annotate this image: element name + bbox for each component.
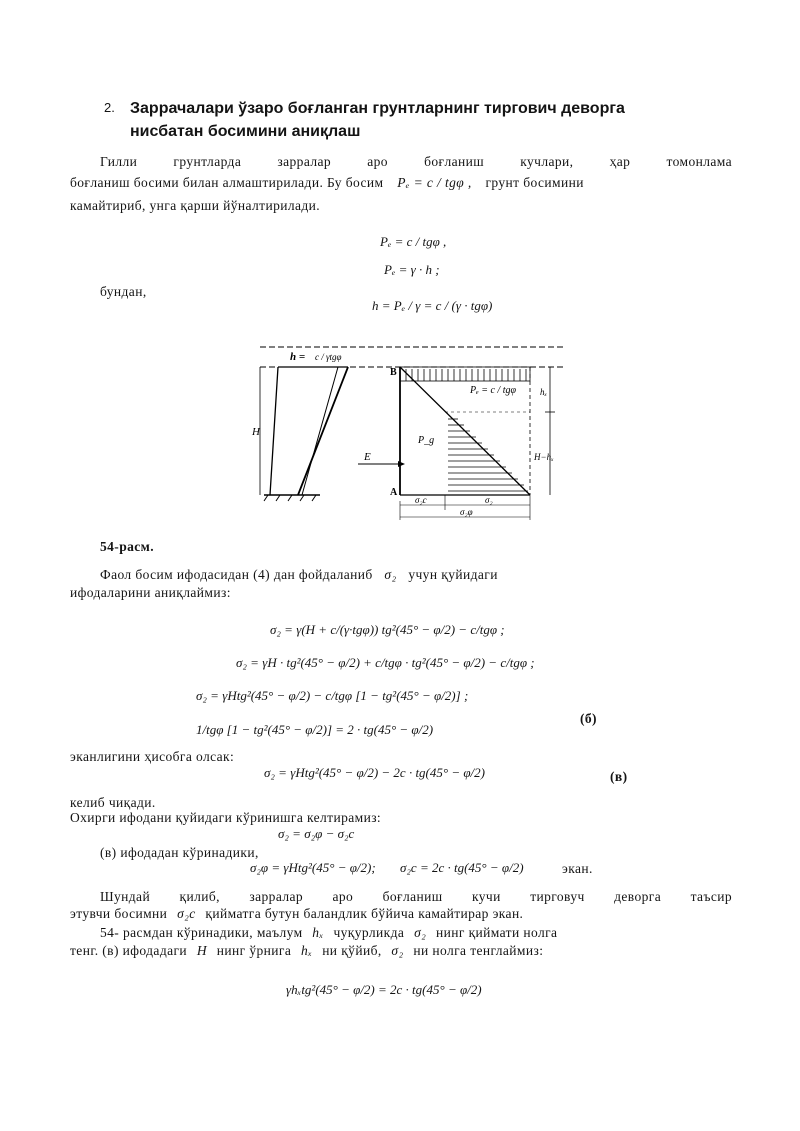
equation-identity: 1/tgφ [1 − tg²(45° − φ/2)] = 2 · tg(45° − φ/2) bbox=[196, 722, 434, 737]
para2-line1-symbol: σ₂ bbox=[384, 567, 397, 582]
text-v-ifodadan: (в) ифодадан кўринадики, bbox=[100, 845, 259, 860]
label-B: B bbox=[390, 367, 397, 378]
para4-line2 bbox=[70, 942, 732, 960]
label-sigma-2: σ₂ bbox=[485, 495, 493, 505]
label-H-hc: H−hₓ bbox=[534, 452, 554, 462]
equation-sigma-split: σ₂ = σ₂φ − σ₂c bbox=[278, 826, 355, 841]
equation-pe-c-tgphi: Pₑ = c / tgφ , bbox=[380, 234, 447, 249]
para4-line2-symbol-hc: hₓ bbox=[301, 943, 313, 958]
label-h-fraction: c / γtgφ bbox=[315, 352, 342, 362]
para4-line2-text-d: ни нолга тенглаймиз: bbox=[413, 943, 544, 958]
para3-line2-symbol: σ₂c bbox=[177, 906, 196, 921]
para4-line2-text-a: тенг. (в) ифодадаги bbox=[70, 943, 188, 958]
text-kelib: келиб чиқади. bbox=[70, 795, 156, 810]
para2-line1-text-a: Фаол босим ифодасидан (4) дан фойдаланиб bbox=[100, 567, 373, 582]
text-hisobga: эканлигини ҳисобга олсак: bbox=[70, 749, 235, 764]
label-E: E bbox=[364, 451, 371, 463]
para1-line2 bbox=[70, 174, 732, 192]
equation-tag-b: (б) bbox=[580, 711, 597, 726]
para4-line2-text-b: нинг ўрнига bbox=[216, 943, 292, 958]
para4-line1-symbol-sigma: σ₂ bbox=[414, 925, 427, 940]
para3-line2-text-b: қийматга бутун баландлик бўйича камайтирар экан. bbox=[205, 906, 524, 921]
label-pg: P_g bbox=[418, 435, 435, 446]
para2-line1-text-b: учун қуйидаги bbox=[408, 567, 498, 582]
text-oxirgi: Охирги ифодани қуйидаги кўринишга келтирамиз: bbox=[70, 810, 382, 825]
label-A: A bbox=[390, 487, 398, 498]
equation-h: h = Pₑ / γ = c / (γ · tgφ) bbox=[372, 298, 493, 313]
para3-line2-text-a: этувчи босимни bbox=[70, 906, 168, 921]
text-bundan: бундан, bbox=[100, 284, 147, 299]
equation-pe-gamma-h: Pₑ = γ · h ; bbox=[384, 262, 440, 277]
para1-line3: камайтириб, унга қарши йўналтирилади. bbox=[70, 198, 321, 213]
para1-line2-text-a: боғланиш босими билан алмаштирилади. Бу босим bbox=[70, 175, 384, 190]
equation-sigma-phi: σ₂φ = γHtg²(45° − φ/2); bbox=[250, 860, 376, 875]
para2-line1 bbox=[100, 566, 732, 584]
section-title-line1: Заррачалари ўзаро боғланган грунтларнинг тиргович деворга bbox=[130, 100, 625, 117]
label-sigma-2c: σ₂c bbox=[415, 495, 427, 505]
equation-sigma-c: σ₂c = 2c · tg(45° − φ/2) bbox=[400, 860, 524, 875]
para4-line1-symbol-hc: hₓ bbox=[312, 925, 324, 940]
figure-caption: 54-расм. bbox=[100, 539, 155, 554]
para1-line1: Гилли грунтларда зарралар аро боғланиш кучлари, ҳар томонлама bbox=[100, 154, 732, 169]
equation-hc: γhₓtg²(45° − φ/2) = 2c · tg(45° − φ/2) bbox=[286, 982, 482, 997]
label-pe: Pₑ = c / tgφ bbox=[470, 385, 517, 396]
para4-line2-text-c: ни қўйиб, bbox=[322, 943, 382, 958]
equation-sigma2-b: σ₂ = γH · tg²(45° − φ/2) + c/tgφ · tg²(45° − φ/2) − c/tgφ ; bbox=[236, 655, 535, 670]
section-title bbox=[130, 97, 690, 143]
equation-sigma2-a: σ₂ = γ(H + c/(γ·tgφ)) tg²(45° − φ/2) − c/tgφ ; bbox=[270, 622, 505, 637]
para3-line1: Шундай қилиб, зарралар аро боғланиш кучи тирговуч деворга таъсир bbox=[100, 889, 732, 904]
text-ekan: экан. bbox=[562, 861, 593, 876]
figure-54-diagram bbox=[252, 335, 570, 525]
para2-line2: ифодаларини аниқлаймиз: bbox=[70, 585, 231, 600]
section-title-line2: нисбатан босимини аниқлаш bbox=[130, 123, 361, 140]
equation-sigma2-final: σ₂ = γHtg²(45° − φ/2) − 2c · tg(45° − φ/2) bbox=[264, 765, 485, 780]
para4-line1-text-a: 54- расмдан кўринадики, маълум bbox=[100, 925, 303, 940]
para4-line1 bbox=[100, 924, 732, 942]
para3-line2 bbox=[70, 905, 523, 923]
label-sigma-2phi: σ₂φ bbox=[460, 507, 473, 517]
label-h: h = bbox=[290, 351, 306, 363]
para4-line1-text-c: нинг қиймати нолга bbox=[436, 925, 558, 940]
para4-line1-text-b: чуқурликда bbox=[333, 925, 405, 940]
label-H: H bbox=[252, 426, 260, 438]
label-hc: hₓ bbox=[540, 387, 548, 397]
para4-line2-symbol-H: H bbox=[196, 943, 207, 958]
para4-line2-symbol-sigma: σ₂ bbox=[391, 943, 404, 958]
equation-sigma2-c: σ₂ = γHtg²(45° − φ/2) − c/tgφ [1 − tg²(45° − φ/2)] ; bbox=[196, 688, 469, 703]
para1-line2-text-b: грунт босимини bbox=[485, 175, 584, 190]
equation-tag-v: (в) bbox=[610, 769, 628, 784]
para1-inline-formula: Pₑ = c / tgφ , bbox=[397, 175, 472, 190]
section-number: 2. bbox=[104, 100, 115, 115]
